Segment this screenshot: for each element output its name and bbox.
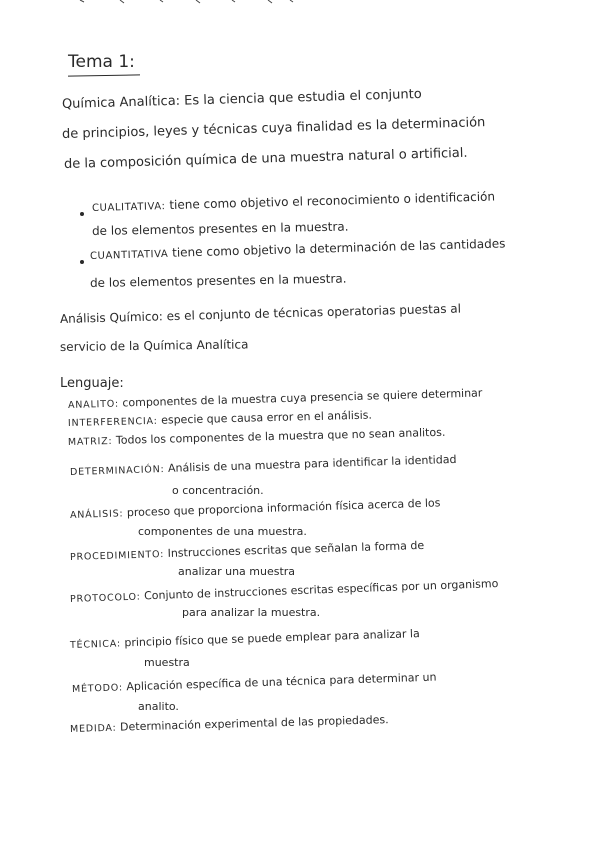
- analisis-line-2: servicio de la Química Analítica: [59, 337, 249, 354]
- glossary-definition-continued: o concentración.: [172, 484, 264, 497]
- glossary-definition-continued: para analizar la muestra.: [182, 606, 321, 619]
- glossary-term: PROTOCOLO:: [69, 591, 141, 605]
- type-cualitativa-line-2: de los elementos presentes en la muestra.: [91, 219, 349, 238]
- glossary-definition: Instrucciones escritas que señalan la forma de: [167, 538, 425, 560]
- glossary-entry-determinacion: [70, 453, 457, 480]
- glossary-entry-analito: [68, 386, 483, 413]
- glossary-term: MEDIDA:: [69, 722, 117, 735]
- glossary-definition: Conjunto de instrucciones escritas específicas por un organismo: [143, 577, 499, 603]
- glossary-entry-analisis: [70, 496, 441, 523]
- glossary-entry-medida: [70, 713, 389, 737]
- glossary-definition-continued: componentes de una muestra.: [138, 525, 307, 538]
- glossary-definition: especie que causa error en el análisis.: [160, 408, 373, 427]
- definition-line-2: de principios, leyes y técnicas cuya finalidad es la determinación: [61, 115, 486, 142]
- glossary-term: ANÁLISIS:: [69, 508, 124, 521]
- glossary-definition: principio físico que se puede emplear para analizar la: [124, 627, 420, 650]
- definition-line-1: Química Analítica: Es la ciencia que estudia el conjunto: [61, 86, 422, 112]
- type-cuantitativa-line-2: de los elementos presentes en la muestra.: [89, 271, 347, 290]
- bullet-icon: [80, 260, 84, 264]
- glossary-definition: Análisis de una muestra para identificar la identidad: [167, 452, 457, 475]
- glossary-definition: componentes de la muestra cuya presencia se quiere determinar: [122, 386, 483, 410]
- title-underline: [68, 74, 140, 76]
- glossary-definition: Todos los componentes de la muestra que no sean analitos.: [115, 425, 446, 447]
- top-edge-marks: [0, 0, 601, 6]
- type-label: CUALITATIVA:: [91, 201, 166, 214]
- analisis-line-1: Análisis Químico: es el conjunto de técnicas operatorias puestas al: [59, 301, 462, 326]
- glossary-term: DETERMINACIÓN:: [69, 464, 165, 478]
- definition-line-3: de la composición química de una muestra natural o artificial.: [63, 145, 468, 172]
- glossary-entry-procedimiento: [70, 539, 425, 565]
- glossary-definition: Aplicación específica de una técnica para determinar un: [126, 670, 437, 694]
- glossary-entry-metodo: [72, 671, 437, 697]
- type-text: tiene como objetivo el reconocimiento o identificación: [169, 189, 496, 212]
- glossary-entry-interferencia: [68, 409, 372, 431]
- glossary-entry-protocolo: [70, 577, 499, 607]
- glossary-definition: Determinación experimental de las propiedades.: [119, 713, 389, 734]
- glossary-term: INTERFERENCIA:: [67, 415, 158, 429]
- type-label: CUANTITATIVA: [89, 248, 169, 262]
- glossary-term: PROCEDIMIENTO:: [69, 549, 165, 563]
- lenguaje-heading: Lenguaje:: [60, 376, 124, 391]
- glossary-definition-continued: analizar una muestra: [178, 565, 296, 578]
- glossary-definition-continued: analito.: [138, 700, 179, 713]
- glossary-entry-tecnica: [70, 627, 420, 653]
- glossary-term: MATRIZ:: [67, 435, 113, 448]
- type-cualitativa: [92, 189, 495, 216]
- type-text: tiene como objetivo la determinación de las cantidades: [171, 236, 506, 260]
- glossary-term: MÉTODO:: [71, 682, 124, 695]
- glossary-term: TÉCNICA:: [69, 638, 122, 651]
- page-title: Tema 1:: [68, 52, 135, 72]
- bullet-icon: [80, 212, 84, 216]
- glossary-definition-continued: muestra: [144, 656, 190, 669]
- glossary-term: ANALITO:: [67, 398, 120, 411]
- type-cuantitativa: [90, 236, 506, 264]
- glossary-definition: proceso que proporciona información física acerca de los: [126, 496, 441, 520]
